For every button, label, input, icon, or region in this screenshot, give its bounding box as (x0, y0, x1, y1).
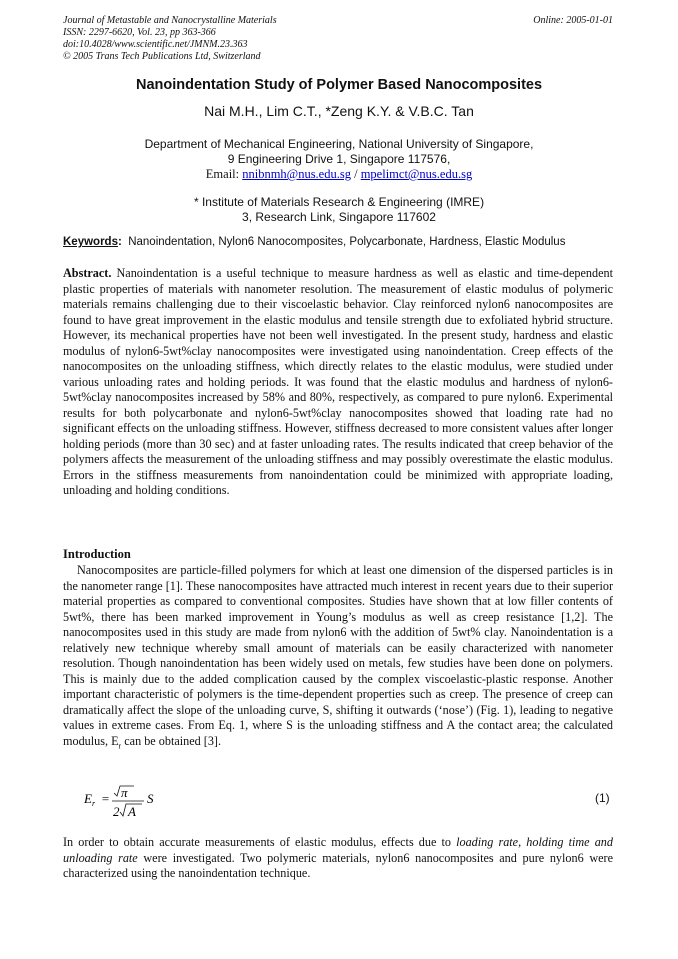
email-link-nai[interactable]: nnibnmh@nus.edu.sg (242, 167, 351, 181)
affiliation-line: 3, Research Link, Singapore 117602 (242, 210, 436, 224)
email-line: Email: nnibnmh@nus.edu.sg / mpelimct@nus.edu.sg (205, 167, 473, 181)
equation-number: (1) (595, 791, 610, 805)
affiliation-line: 9 Engineering Drive 1, Singapore 117576, (227, 152, 451, 166)
paper-title: Nanoindentation Study of Polymer Based Nanocomposites (135, 77, 543, 93)
keywords-text: Nanoindentation, Nylon6 Nanocomposites, Polycarbonate, Hardness, Elastic Modulus (128, 236, 566, 248)
eq-equals: = (101, 791, 110, 806)
journal-header (63, 15, 613, 63)
introduction-heading: Introduction (63, 547, 131, 561)
eq-two: 2 (113, 804, 120, 819)
abstract-text: Nanoindentation is a useful technique to measure hardness as well as elastic and time-dependent plastic properties of materials with nanometer resolution. The measurement of elastic modulus of polymeric materials remains challenging due to their viscoelastic behavior. Clay reinforced nylon6 nanocomposites are found to have great improvement in the elastic modulus and tensile strength due to exfoliated hybrid structure. However, its mechanical properties have not been well investigated. In the present study, hardness and elastic modulus of nylon6-5wt%clay nanocomposites were investigated using nanoindentation. Creep effects of the nanocomposites on the unloading stiffness, which directly relates to the elastic modulus, were studied under various unloading rates and holding periods. It was found that the elastic modulus and hardness of nylon6-5wt%clay nanocomposites increased by 58% and 80%, respectively, as compared to pure nylon6. Experimental results for both polycarbonate and nylon6-5wt%clay nanocomposites showed that loading rate had no significant effects on the unloading stiffness. However, stiffness decreased to more consistent values after longer holding periods (more than 30 sec) and at faster unloading rates. The results indicated that creep behavior of the polymers affects the measurement of the unloading stiffness and may possibly overestimate the elastic modulus. Errors in the stiffness measurements from nanoindentation could be minimized with appropriate loading, unloading and holding conditions. (63, 266, 614, 497)
method-paragraph: In order to obtain accurate measurements of elastic modulus, effects due to loading rate, holding time and unloading rate were investigated. Two polymeric materials, nylon6 nanocomposites and pure nylon6 were characterized using the nanoindentation technique. (63, 835, 614, 880)
journal-name: Journal of Metastable and Nanocrystalline Materials (63, 15, 277, 26)
affiliation-line: Department of Mechanical Engineering, National University of Singapore, (144, 137, 534, 151)
eq-lhs-sub: r (92, 799, 96, 808)
abstract-label: Abstract. (63, 266, 112, 280)
affiliation-imre (0, 195, 678, 225)
introduction-paragraph: Nanocomposites are particle-filled polymers for which at least one dimension of the dispersed particles is in the nanometer range [1]. These nanocomposites have attracted much interest in recent years due to their superior material properties as compared to conventional composites. Studies have shown that at low filler contents of 5wt%, there has been marked improvement in Young’s modulus as well as creep resistance [1,2]. The nanocomposites used in this study are made from nylon6 with the addition of 5wt% clay. Nanoindentation is a relatively new technique whereby small amount of materials can be easily characterized with nanometer resolution. Though nanoindentation has been widely used on metals, few studies have been done on polymers. This is mainly due to the added complication caused by the complex viscoelastic-plastic response. Another important characteristic of polymers is the time-dependent properties such as creep. The presence of creep can dramatically affect the slope of the unloading curve, S, shifting it outwards (‘nose’) (Fig. 1), leading to negative values in extreme cases. From Eq. 1, where S is the unloading stiffness and A the contact area; the calculated modulus, $E_r$ can be obtained [3]. (63, 563, 613, 750)
online-date: Online: 2005-01-01 (533, 15, 613, 26)
affiliation-nus (0, 137, 678, 182)
equation-svg (84, 783, 284, 823)
equation-1 (84, 783, 284, 823)
doi-line: doi:10.4028/www.scientific.net/JMNM.23.363 (63, 39, 248, 50)
keywords-label: Keywords (63, 236, 118, 248)
eq-stiffness: S (147, 791, 154, 806)
copyright-line: © 2005 Trans Tech Publications Ltd, Switzerland (63, 51, 261, 62)
eq-pi: π (121, 785, 128, 800)
eq-area: A (128, 804, 136, 819)
issn-line: ISSN: 2297-6620, Vol. 23, pp 363-366 (63, 27, 216, 38)
affiliation-line: * Institute of Materials Research & Engineering (IMRE) (193, 195, 485, 209)
keywords-line: Keywords: Nanoindentation, Nylon6 Nanocomposites, Polycarbonate, Hardness, Elastic Modulus (63, 236, 566, 248)
author-list: Nai M.H., Lim C.T., *Zeng K.Y. & V.B.C. Tan (204, 103, 474, 119)
eq-lhs: E (84, 791, 92, 806)
email-link-lim[interactable]: mpelimct@nus.edu.sg (360, 167, 473, 181)
abstract-paragraph (63, 266, 613, 499)
